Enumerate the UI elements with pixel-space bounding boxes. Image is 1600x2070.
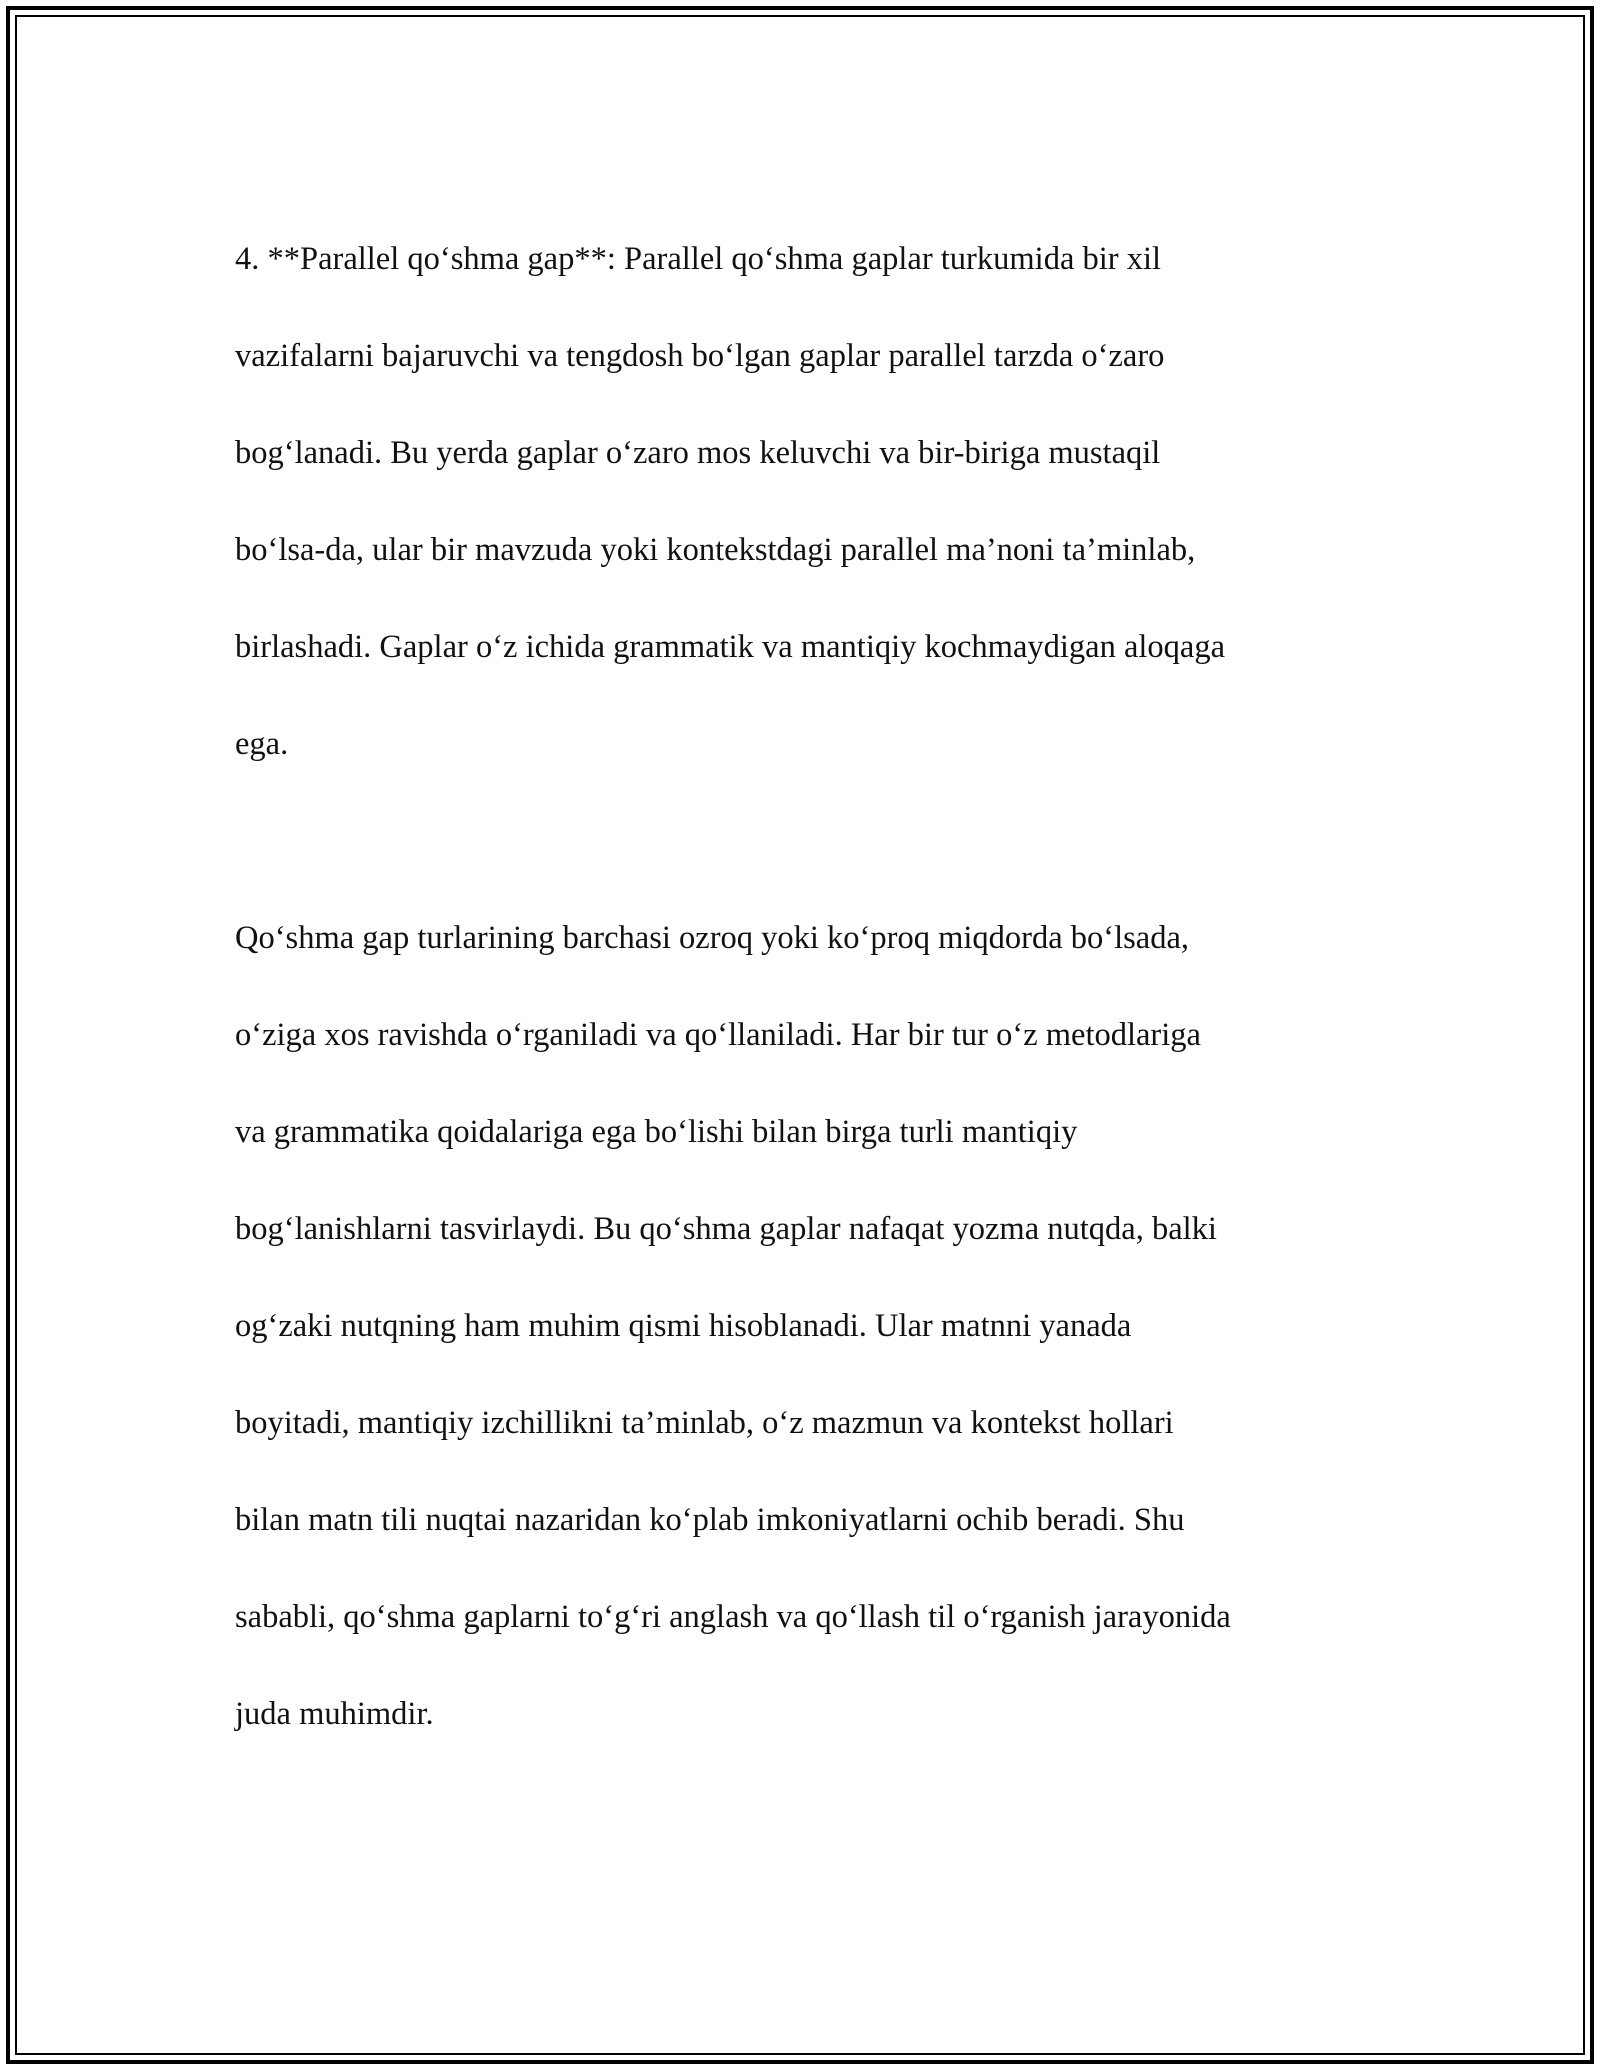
paragraph-conclusion [235, 865, 1370, 1787]
text-line: boyitadi, mantiqiy izchillikni ta’minlab, o‘z mazmun va kontekst hollari [235, 1404, 1174, 1441]
text-line: og‘zaki nutqning ham muhim qismi hisoblanadi. Ular matnni yanada [235, 1307, 1132, 1344]
text-line: ega. [235, 725, 289, 762]
text-line: bo‘lsa-da, ular bir mavzuda yoki kontekstdagi parallel ma’noni ta’minlab, [235, 531, 1196, 568]
text-line: 4. **Parallel qo‘shma gap**: Parallel qo‘shma gaplar turkumida bir xil [235, 240, 1162, 277]
text-line: Qo‘shma gap turlarining barchasi ozroq yoki ko‘proq miqdorda bo‘lsada, [235, 919, 1189, 956]
text-line: bilan matn tili nuqtai nazaridan ko‘plab imkoniyatlarni ochib beradi. Shu [235, 1501, 1185, 1538]
text-line: bog‘lanishlarni tasvirlaydi. Bu qo‘shma gaplar nafaqat yozma nutqda, balki [235, 1210, 1217, 1247]
text-line: vazifalarni bajaruvchi va tengdosh bo‘lgan gaplar parallel tarzda o‘zaro [235, 337, 1165, 374]
text-line: juda muhimdir. [235, 1695, 434, 1732]
text-line: birlashadi. Gaplar o‘z ichida grammatik va mantiqiy kochmaydigan aloqaga [235, 628, 1226, 665]
document-body [235, 186, 1370, 1835]
text-line: bog‘lanadi. Bu yerda gaplar o‘zaro mos keluvchi va bir-biriga mustaqil [235, 434, 1161, 471]
text-line: o‘ziga xos ravishda o‘rganiladi va qo‘llaniladi. Har bir tur o‘z metodlariga [235, 1016, 1201, 1053]
text-line: sababli, qo‘shma gaplarni to‘g‘ri anglash va qo‘llash til o‘rganish jarayonida [235, 1598, 1231, 1635]
text-line: va grammatika qoidalariga ega bo‘lishi bilan birga turli mantiqiy [235, 1113, 1078, 1150]
paragraph-parallel-compound-sentence [235, 186, 1370, 817]
